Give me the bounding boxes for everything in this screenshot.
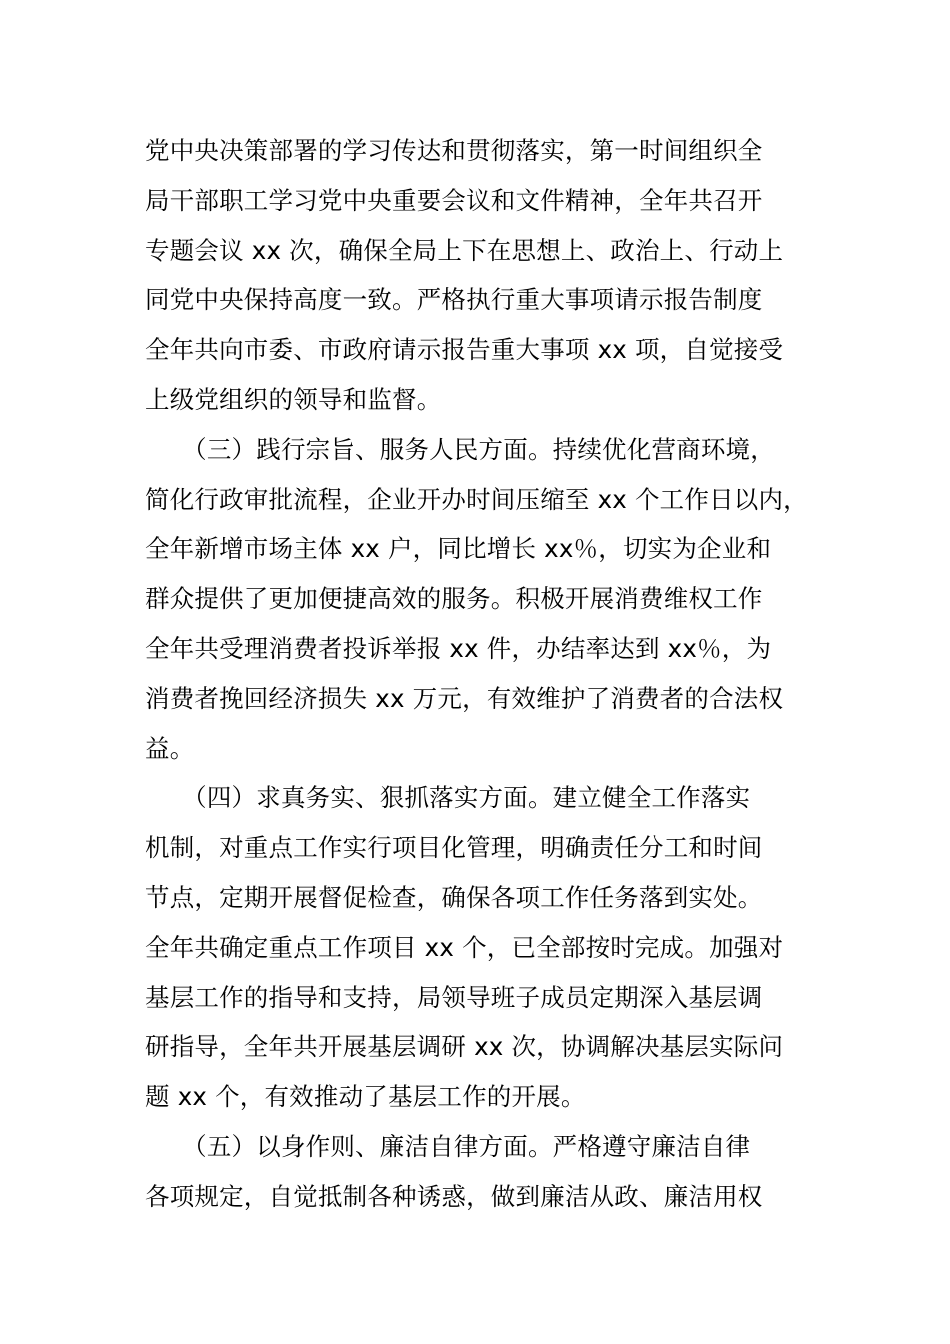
- text-line: 基层工作的指导和支持，局领导班子成员定期深入基层调: [145, 982, 763, 1012]
- text-line: 群众提供了更加便捷高效的服务。积极开展消费维权工作: [145, 584, 763, 614]
- text-line: 简化行政审批流程，企业开办时间压缩至 xx 个工作日以内，: [145, 484, 808, 514]
- text-line: 全年共向市委、市政府请示报告重大事项 xx 项，自觉接受: [145, 335, 784, 365]
- text-line: 党中央决策部署的学习传达和贯彻落实，第一时间组织全: [145, 136, 763, 165]
- text-line: 机制，对重点工作实行项目化管理，明确责任分工和时间: [145, 833, 763, 863]
- section-three-heading-line: （三）践行宗旨、服务人民方面。持续优化营商环境，: [145, 434, 775, 464]
- text-line: 各项规定，自觉抵制各种诱惑，做到廉洁从政、廉洁用权: [145, 1181, 763, 1211]
- section-four-heading-line: （四）求真务实、狠抓落实方面。建立健全工作落实: [145, 783, 751, 813]
- text-line: 研指导，全年共开展基层调研 xx 次，协调解决基层实际问: [145, 1032, 784, 1062]
- text-line: 全年新增市场主体 xx 户，同比增长 xx％，切实为企业和: [145, 534, 772, 564]
- text-line: 题 xx 个，有效推动了基层工作的开展。: [145, 1082, 586, 1112]
- text-line: 消费者挽回经济损失 xx 万元，有效维护了消费者的合法权: [145, 683, 784, 713]
- text-line: 专题会议 xx 次，确保全局上下在思想上、政治上、行动上: [145, 235, 784, 265]
- text-line: 局干部职工学习党中央重要会议和文件精神，全年共召开: [145, 185, 763, 215]
- section-five-heading-line: （五）以身作则、廉洁自律方面。严格遵守廉洁自律: [145, 1131, 751, 1161]
- text-line: 节点，定期开展督促检查，确保各项工作任务落到实处。: [145, 882, 763, 912]
- text-line: 益。: [145, 733, 195, 763]
- text-line: 上级党组织的领导和监督。: [145, 384, 442, 414]
- text-line: 全年共受理消费者投诉举报 xx 件，办结率达到 xx％，为: [145, 633, 772, 663]
- text-line: 全年共确定重点工作项目 xx 个，已全部按时完成。加强对: [145, 932, 784, 962]
- body-text: [145, 126, 845, 1222]
- text-line: 同党中央保持高度一致。严格执行重大事项请示报告制度: [145, 285, 763, 315]
